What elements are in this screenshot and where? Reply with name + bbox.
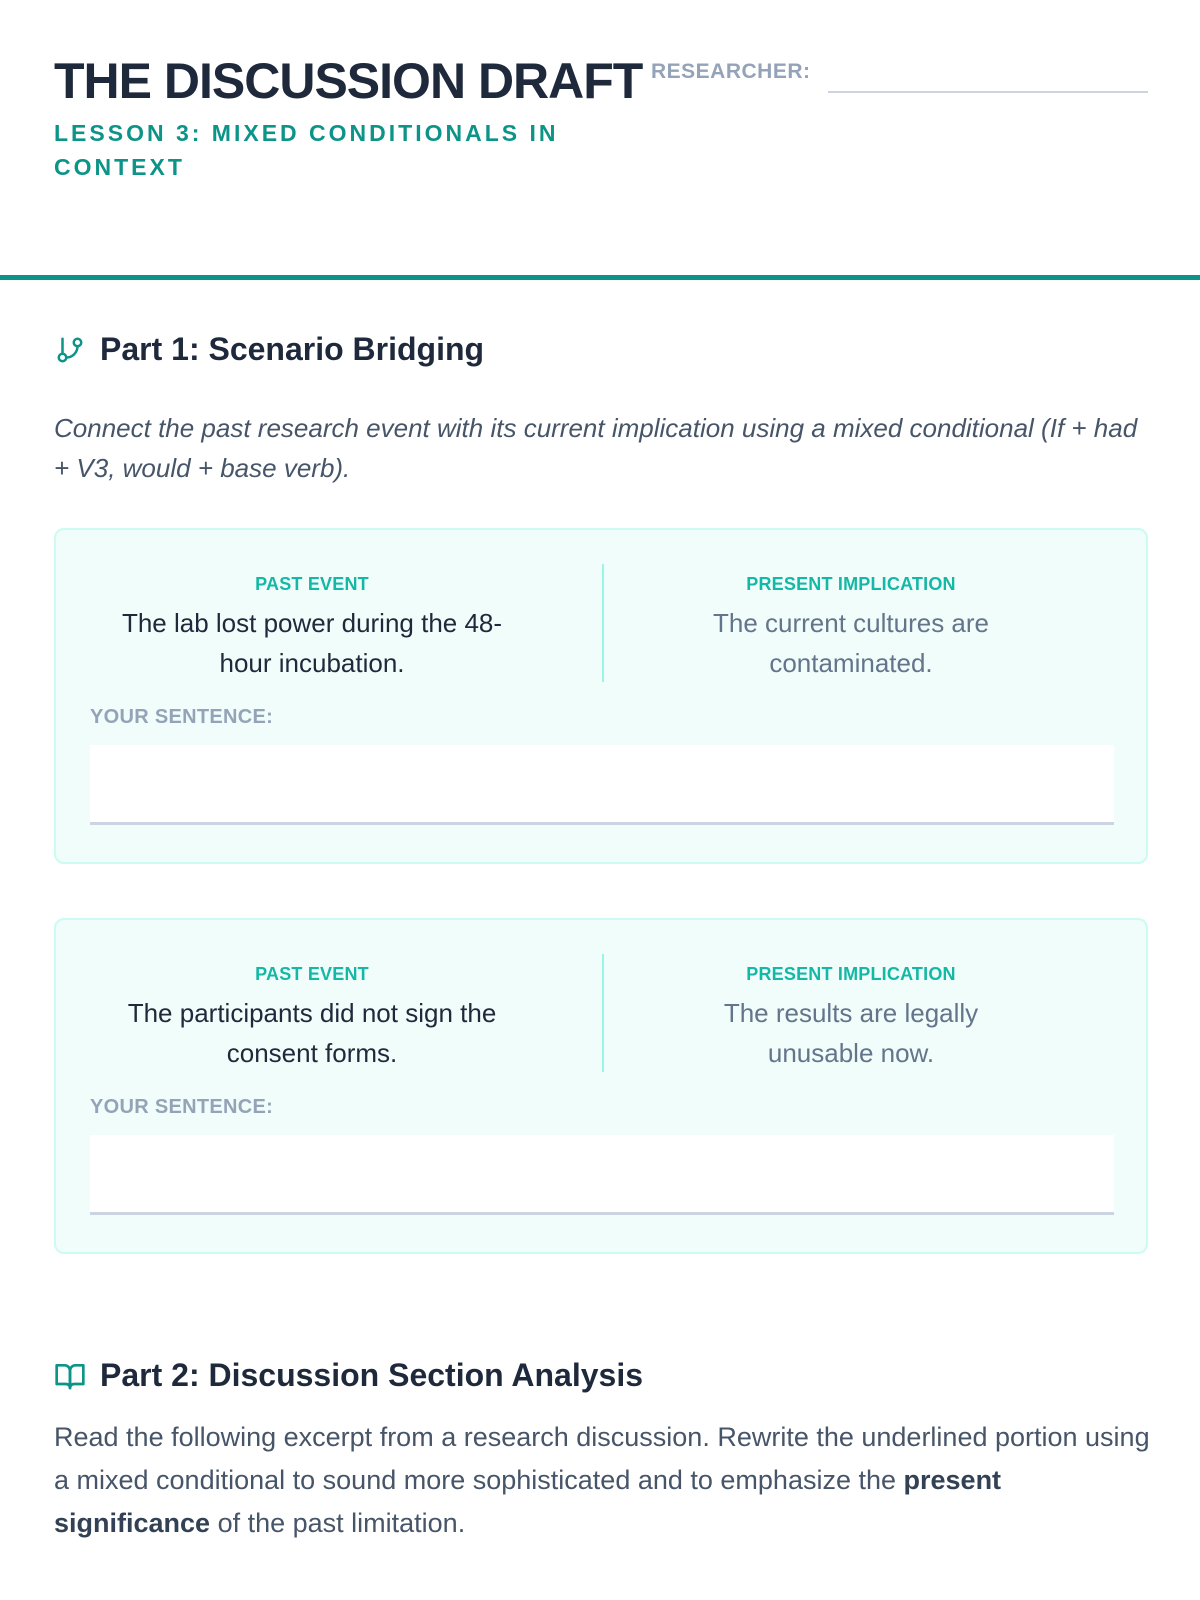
present-implication-label: PRESENT IMPLICATION (746, 574, 956, 594)
part2-instructions (54, 1416, 1154, 1545)
present-implication-column (601, 964, 1101, 1073)
present-implication-column (601, 574, 1101, 683)
part1-instructions: Connect the past research event with its current implication using a mixed conditional (If + had + V3, would + base verb). (54, 413, 1138, 483)
researcher-name-field[interactable] (828, 91, 1148, 93)
past-event-text: The participants did not sign the consent forms. (127, 998, 497, 1068)
present-implication-text: The results are legally unusable now. (723, 998, 979, 1068)
part2-heading (54, 1357, 643, 1394)
scenario-card (54, 528, 1148, 864)
your-sentence-input[interactable] (90, 745, 1114, 825)
part1-heading (54, 331, 484, 368)
present-implication-label: PRESENT IMPLICATION (746, 964, 956, 984)
researcher-label: RESEARCHER: (651, 60, 811, 83)
part2-instructions-end: of the past limitation. (210, 1508, 466, 1538)
your-sentence-input[interactable] (90, 1135, 1114, 1215)
book-open-icon (54, 1360, 86, 1392)
past-event-label: PAST EVENT (255, 964, 369, 984)
your-sentence-label: YOUR SENTENCE: (90, 1096, 274, 1118)
past-event-text: The lab lost power during the 48-hour incubation. (121, 608, 503, 678)
worksheet-header (0, 0, 1200, 280)
lesson-subtitle: LESSON 3: MIXED CONDITIONALS IN CONTEXT (54, 120, 559, 180)
past-event-label: PAST EVENT (255, 574, 369, 594)
part1-title: Part 1: Scenario Bridging (100, 331, 485, 367)
past-event-column (56, 574, 568, 683)
document-title: THE DISCUSSION DRAFT (54, 53, 643, 109)
part2-title: Part 2: Discussion Section Analysis (100, 1357, 643, 1393)
past-event-column (56, 964, 568, 1073)
part2-instructions-emphasis: present significance (54, 1465, 1002, 1538)
present-implication-text: The current cultures are contaminated. (712, 608, 989, 678)
git-branch-icon (54, 334, 86, 366)
part2-instructions-start: Read the following excerpt from a research discussion. Rewrite the underlined portion using a mixed conditional to sound more sophisticated and to emphasize the (54, 1422, 1150, 1495)
your-sentence-label: YOUR SENTENCE: (90, 706, 274, 728)
scenario-card (54, 918, 1148, 1254)
